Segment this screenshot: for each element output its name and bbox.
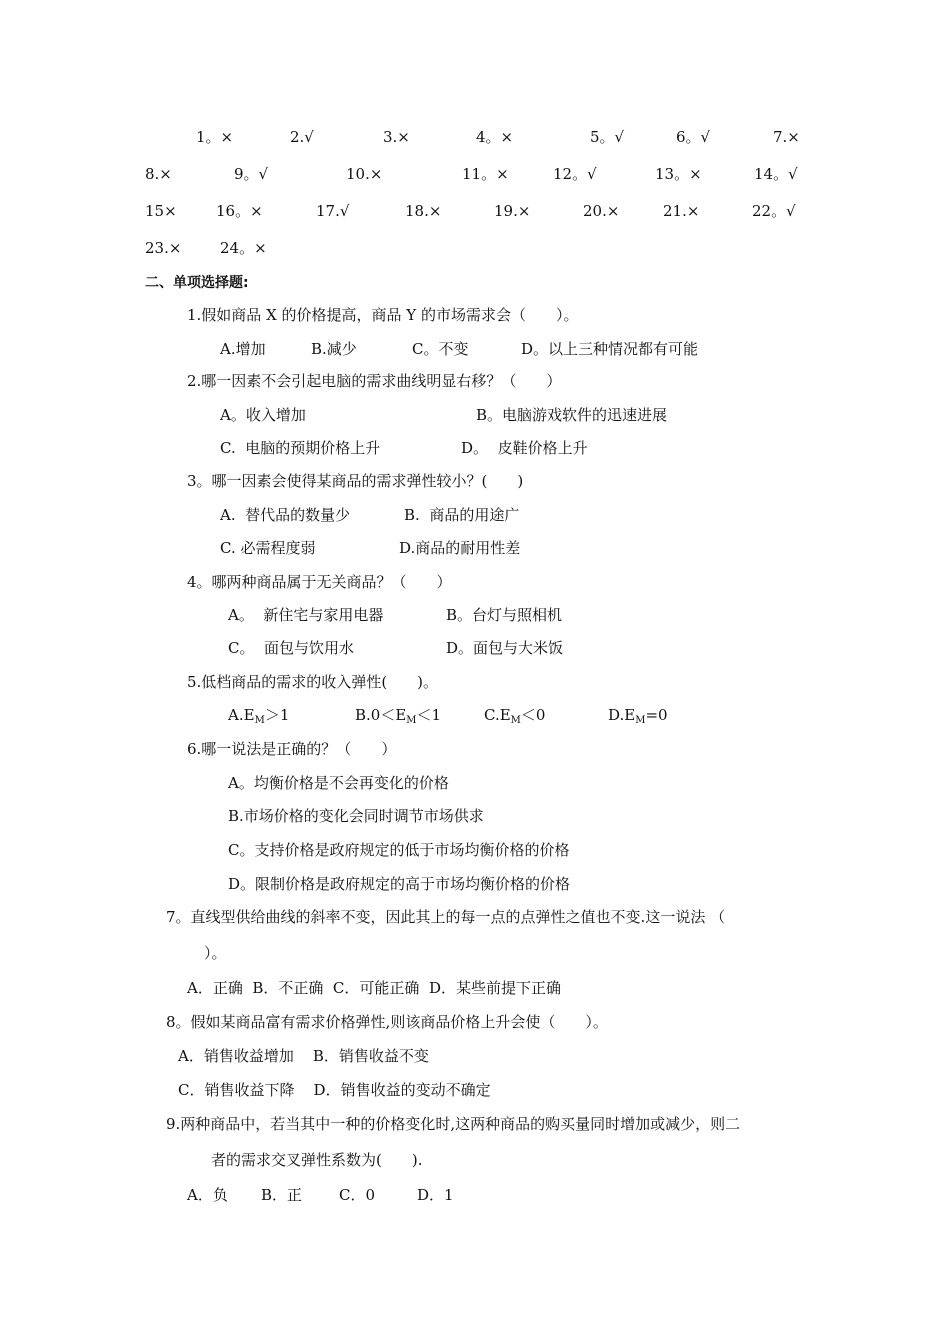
question-stem-2: 2.哪一因素不会引起电脑的需求曲线明显右移？（ ）: [187, 372, 562, 390]
tf-answer: 18.×: [405, 202, 442, 220]
tf-answer: 15×: [145, 202, 177, 220]
q4-option-c: C。 面包与饮用水: [228, 639, 355, 657]
q1-option-c: C。不变: [412, 340, 469, 358]
q3-option-a: A. 替代品的数量少: [220, 506, 351, 524]
q5-option-a: $A.E_M>1$: [228, 706, 290, 726]
q2-option-c: C. 电脑的预期价格上升: [220, 439, 381, 457]
tf-answer: 11。×: [462, 165, 509, 183]
q3-option-b: B. 商品的用途广: [404, 506, 520, 524]
q6-option-d: D。限制价格是政府规定的高于市场均衡价格的价格: [228, 875, 571, 893]
q2-option-d: D。 皮鞋价格上升: [461, 439, 588, 457]
tf-answer: 13。×: [655, 165, 702, 183]
question-stem-6: 6.哪一说法是正确的？（ ）: [187, 740, 397, 758]
question-stem-5: 5.低档商品的需求的收入弹性( )。: [187, 673, 439, 691]
tf-answer: 24。×: [220, 239, 267, 257]
tf-answer: 16。×: [216, 202, 263, 220]
q4-option-a: A。 新住宅与家用电器: [228, 606, 384, 624]
q8-options-cd: C．销售收益下降 D．销售收益的变动不确定: [178, 1081, 491, 1099]
question-stem-7: 7。直线型供给曲线的斜率不变，因此其上的每一点的点弹性之值也不变.这一说法 （: [166, 908, 726, 926]
tf-answer: 6。√: [676, 128, 711, 146]
q5-option-d: $D.E_M=0$: [608, 706, 668, 726]
q9-option-a: A．负: [187, 1186, 228, 1204]
q9-option-c: C．0: [339, 1186, 376, 1204]
tf-answer: 2.√: [290, 128, 314, 146]
q1-option-a: A.增加: [220, 340, 266, 358]
tf-answer: 3.×: [383, 128, 410, 146]
question-stem-9: 9.两种商品中，若当其中一种的价格变化时,这两种商品的购买量同时增加或减少，则二: [166, 1115, 741, 1133]
question-stem-1: 1.假如商品 X 的价格提高，商品 Y 的市场需求会（ ）。: [187, 306, 579, 324]
q5-option-c: $C.E_M<0$: [484, 706, 546, 726]
tf-answer: 21.×: [663, 202, 700, 220]
q6-option-c: C。支持价格是政府规定的低于市场均衡价格的价格: [228, 841, 570, 859]
q8-options-ab: A．销售收益增加 B．销售收益不变: [178, 1047, 429, 1065]
tf-answer: 20.×: [583, 202, 620, 220]
q6-option-a: A。均衡价格是不会再变化的价格: [228, 774, 449, 792]
q5-option-b: $B.0<E_M<1$: [355, 706, 442, 726]
tf-answer: 5。√: [590, 128, 625, 146]
question-stem-8: 8。假如某商品富有需求价格弹性,则该商品价格上升会使（ ）。: [166, 1013, 608, 1031]
tf-answer: 12。√: [553, 165, 597, 183]
tf-answer: 14。√: [754, 165, 798, 183]
tf-answer: 23.×: [145, 239, 182, 257]
q1-option-b: B.减少: [311, 340, 357, 358]
q4-option-b: B。台灯与照相机: [446, 606, 563, 624]
question-stem-4: 4。哪两种商品属于无关商品？（ ）: [187, 573, 452, 591]
q9-option-d: D．1: [417, 1186, 454, 1204]
tf-answer: 10.×: [346, 165, 383, 183]
q6-option-b: B.市场价格的变化会同时调节市场供求: [228, 807, 484, 825]
tf-answer: 7.×: [773, 128, 800, 146]
tf-answer: 22。√: [752, 202, 796, 220]
tf-answer: 8.×: [145, 165, 172, 183]
tf-answer: 17.√: [316, 202, 350, 220]
tf-answer: 4。×: [476, 128, 514, 146]
section-heading: 二、单项选择题:: [145, 275, 249, 291]
q4-option-d: D。面包与大米饭: [446, 639, 564, 657]
tf-answer: 1。×: [196, 128, 234, 146]
tf-answer: 9。√: [234, 165, 269, 183]
q2-option-b: B。电脑游戏软件的迅速进展: [476, 406, 668, 424]
q3-option-d: D.商品的耐用性差: [399, 539, 521, 557]
question-stem-9-cont: 者的需求交叉弹性系数为( ).: [211, 1151, 423, 1169]
q3-option-c: C. 必需程度弱: [220, 539, 316, 557]
q9-option-b: B．正: [261, 1186, 303, 1204]
q2-option-a: A。收入增加: [220, 406, 306, 424]
question-stem-7-cont: ）。: [204, 944, 227, 962]
q1-option-d: D。以上三种情况都有可能: [521, 340, 699, 358]
q7-options: A．正确 B．不正确 C．可能正确 D．某些前提下正确: [187, 979, 561, 997]
tf-answer: 19.×: [494, 202, 531, 220]
question-stem-3: 3。哪一因素会使得某商品的需求弹性较小？( ): [187, 472, 524, 490]
